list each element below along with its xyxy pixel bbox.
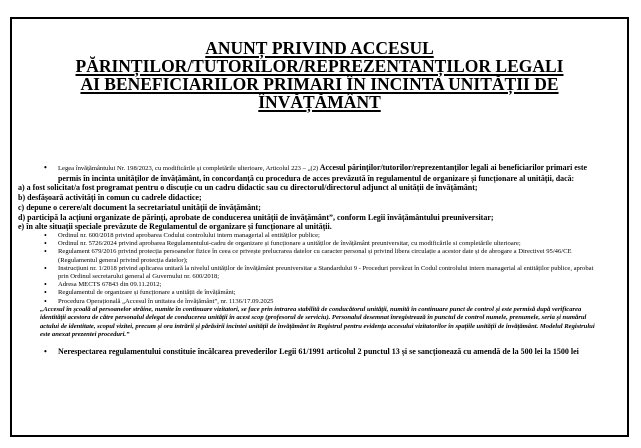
title-line-4: ÎNVĂȚĂMÂNT — [258, 92, 381, 112]
notice-document — [10, 17, 629, 437]
condition-c: c) depune o cerere/alt document la secretariatul unității de învățământ; — [18, 202, 261, 212]
reference-item: • Procedura Operațională „Accesul în unitatea de învățământ”, nr. 1136/17.09.2025 — [40, 298, 600, 306]
reference-item: • Ordinul nr. 600/2018 privind aprobarea Codului controlului intern managerial al entităților publice; — [40, 232, 600, 240]
penalty-note: • Nerespectarea regulamentului constituie încălcarea prevederilor Legii 61/1991 articolul 2 punctul 13 și se sancționează cu amendă de la 500 lei la 1500 lei — [40, 347, 600, 357]
condition-b: b) desfășoară activități în comun cu cadrele didactice; — [18, 193, 202, 203]
condition-d: d) participă la acțiuni organizate de părinți, aprobate de conducerea unității de învățământ”, conform Legii învățământului preuniversitar; — [18, 212, 494, 222]
access-procedure-note: „Accesul în școală al persoanelor străine, numite în continuare vizitatori, se face prin intrarea stabilită de conducătorul unității, numită în continuare punct de control și este permisă după verificarea identității acestora de către personalul delegat de conducerea unității în acest scop (profesorul de serviciu). Personalul desemnat înregistrează în punctul de control numele, prenumele, seria și numărul actului de identitate, scopul vizitei, precum și ora intrării și părăsirii incintei unității de învățământ în Registrul pentru evidența accesului vizitatorilor în spațiile unității de învățământ. Modelul Registrului este anexat prezentei proceduri.” — [40, 305, 595, 338]
condition-a: a) a fost solicitat/a fost programat pentru o discuție cu un cadru didactic sau cu directorul/directorul adjunct al unității de învățământ; — [18, 183, 478, 193]
law-reference: Legea învățământului Nr. 198/2023, cu modificările și completările ulterioare, Articolul 223 – „(2) — [58, 165, 319, 172]
condition-e: e) în alte situații speciale prevăzute de Regulamentul de organizare și funcționare al unității. — [18, 222, 332, 232]
notice-content — [18, 163, 600, 357]
notice-title — [12, 39, 627, 111]
reference-item: • Adresa MECTS 67843 din 09.11.2012; — [40, 281, 600, 289]
reference-item: • Instrucțiuni nr. 1/2018 privind aplicarea unitară la nivelul unităților de învățământ preuniversitar a Standardului 9 - Proceduri prevăzut în Codul controlului intern managerial al entităților publice, aprobat prin Ordinul secretarului general al Guvernului nr. 600/2018; — [40, 265, 600, 281]
reference-item: • Regulament 679/2016 privind protecția persoanelor fizice în ceea ce privește prelucrarea datelor cu caracter personal și privind libera circulație a acestor date și de abrogare a Directivei 95/46/CE (Regulamentul general privind protecția datelor); — [40, 248, 600, 264]
intro-paragraph — [40, 163, 600, 183]
law-text: Accesul părinților/tutorilor/reprezentanților legali ai beneficiarilor primari este permis în incinta unităților de învățământ, în concordanță cu procedura de acces prevăzută în regulamentul de organizare și funcționare al unității, dacă: — [58, 163, 587, 183]
reference-item: • Ordinul nr. 5726/2024 privind aprobarea Regulamentului-cadru de organizare și funcționare a unităților de învățământ preuniversitar, cu modificările si completările ulterioare; — [40, 240, 600, 248]
title-line-2: PĂRINȚILOR/TUTORILOR/REPREZENTANȚILOR LEGALI — [75, 56, 564, 76]
title-line-3: AI BENEFICIARILOR PRIMARI ÎN INCINTA UNITĂȚII DE — [80, 74, 559, 94]
title-line-1: ANUNȚ PRIVIND ACCESUL — [205, 38, 434, 58]
reference-item: • Regulamentul de organizare și funcționare a unității de învățământ; — [40, 289, 600, 297]
